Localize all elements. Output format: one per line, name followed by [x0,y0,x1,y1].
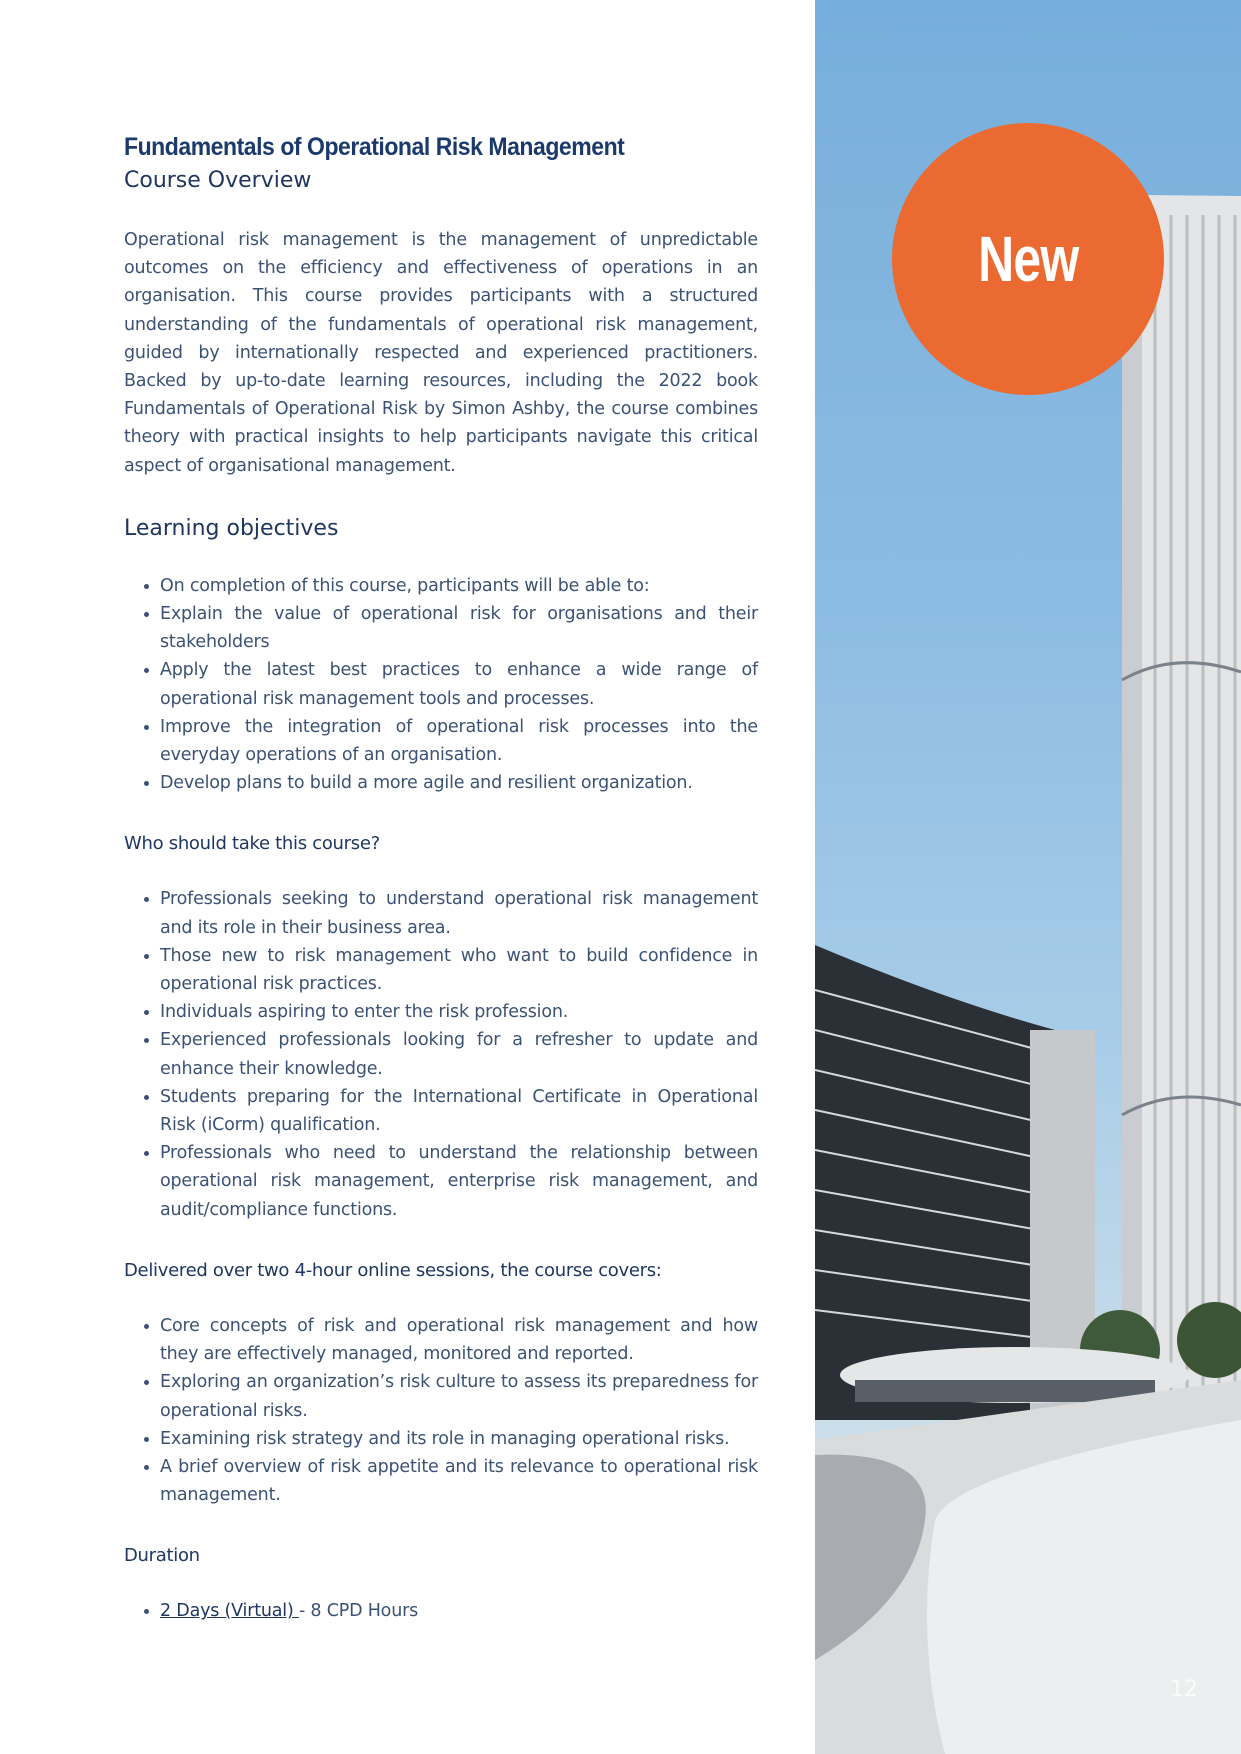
duration-heading: Duration [124,1545,200,1567]
duration-hours: - 8 CPD Hours [298,1601,418,1622]
list-item: • Exploring an organization’s risk culture to assess its preparedness for operational risks. [160,1368,758,1424]
list-item: • Those new to risk management who want to build confidence in operational risk practices. [160,942,758,998]
course-covers-heading: Delivered over two 4-hour online sessions, the course covers: [124,1259,662,1281]
list-item: • Develop plans to build a more agile and resilient organization. [160,769,758,797]
page-subtitle: Course Overview [124,168,312,193]
list-item: • Individuals aspiring to enter the risk profession. [160,998,758,1026]
main-content [124,130,758,1626]
audience-heading: Who should take this course? [124,833,380,855]
list-item: • Apply the latest best practices to enhance a wide range of operational risk management tools and processes. [160,656,758,712]
list-item: • Examining risk strategy and its role in managing operational risks. [160,1425,758,1453]
list-item: • Improve the integration of operational risk processes into the everyday operations of an organisation. [160,713,758,769]
course-covers-list [124,1312,758,1509]
list-item: • Students preparing for the International Certificate in Operational Risk (iCorm) qualification. [160,1083,758,1139]
list-item: • Professionals seeking to understand operational risk management and its role in their business area. [160,885,758,941]
list-item: • Explain the value of operational risk for organisations and their stakeholders [160,600,758,656]
page-number: 12 [1170,1677,1198,1702]
duration-list [124,1597,758,1625]
audience-list [124,885,758,1223]
list-item: • Professionals who need to understand the relationship between operational risk management, enterprise risk management, and audit/compliance functions. [160,1139,758,1224]
overview-paragraph: Operational risk management is the management of unpredictable outcomes on the efficiency and effectiveness of operations in an organisation. This course provides participants with a structured understanding of the fundamentals of operational risk management, guided by internationally respected and experienced practitioners. Backed by up-to-date learning resources, including the 2022 book Fundamentals of Operational Risk by Simon Ashby, the course combines theory with practical insights to help participants navigate this critical aspect of organisational management. [124,230,758,476]
learning-objectives-heading: Learning objectives [124,515,339,541]
duration-link[interactable]: 2 Days (Virtual) [160,1601,299,1622]
list-item: • Core concepts of risk and operational risk management and how they are effectively managed, monitored and reported. [160,1312,758,1368]
list-item: • A brief overview of risk appetite and its relevance to operational risk management. [160,1453,758,1509]
duration-item [160,1597,758,1625]
list-item: • Experienced professionals looking for a refresher to update and enhance their knowledge. [160,1026,758,1082]
list-item: • On completion of this course, participants will be able to: [160,572,758,600]
page-title: Fundamentals of Operational Risk Management [124,133,625,161]
new-badge [892,123,1164,395]
learning-objectives-list [124,572,758,798]
new-badge-label: New [977,223,1079,295]
